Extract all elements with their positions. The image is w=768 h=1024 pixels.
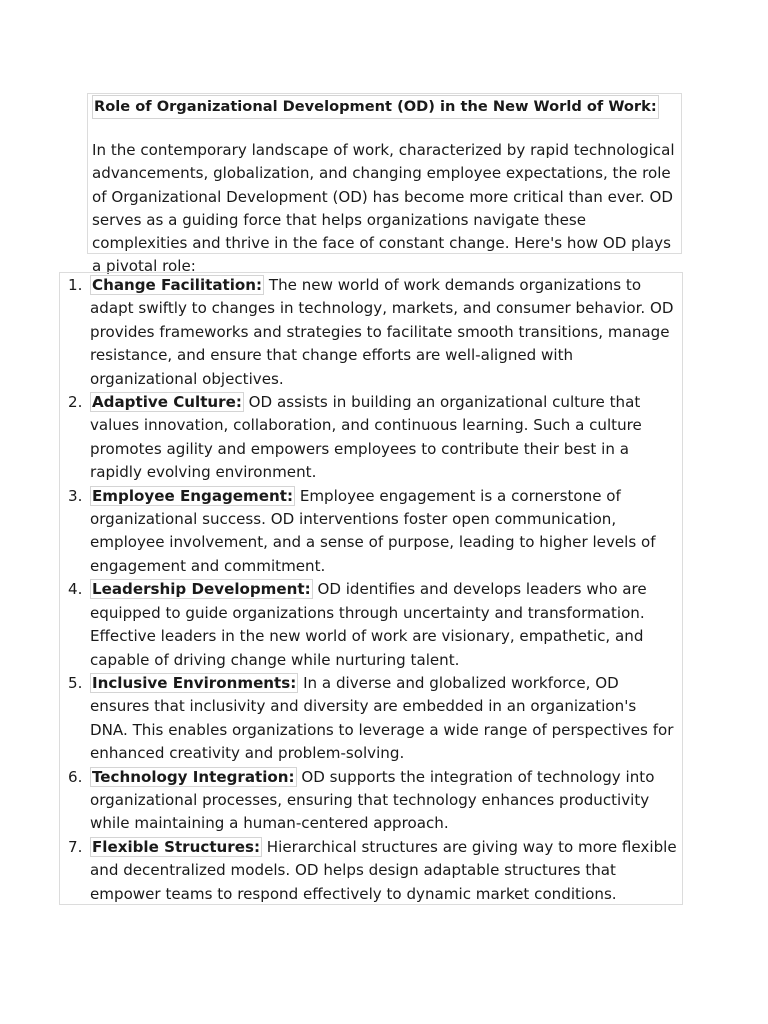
intro-paragraph: In the contemporary landscape of work, characterized by rapid technological advancements, globalization, and changing employee expectations, the role of Organizational Development (OD) has become more critical than ever. OD serves as a guiding force that helps organizations navigate these complexities and thrive in the face of constant change. Here's how OD plays a pivotal role: xyxy=(92,141,675,276)
item-text: The new world of work demands organizations to adapt swiftly to changes in technology, markets, and consumer behavior. OD provides frameworks and strategies to facilitate smooth transitions, manage resistance, and ensure that change efforts are well-aligned with organizational objectives. xyxy=(90,276,674,388)
item-term: Adaptive Culture: xyxy=(92,393,242,412)
item-text: OD identifies and develops leaders who are equipped to guide organizations through uncertainty and transformation. Effective leaders in the new world of work are visionary, empathetic, and capable of driving change while nurturing talent. xyxy=(90,580,647,669)
item-term: Inclusive Environments: xyxy=(92,673,297,692)
list-item xyxy=(60,578,682,672)
item-term: Employee Engagement: xyxy=(92,486,294,505)
intro-section xyxy=(87,93,682,276)
list-item xyxy=(60,274,682,391)
item-number: 1. xyxy=(68,276,83,294)
item-text: Hierarchical structures are giving way to more flexible and decentralized models. OD helps design adaptable structures that empower teams to respond effectively to dynamic market conditions. xyxy=(90,837,677,903)
roles-list xyxy=(59,272,683,905)
item-number: 3. xyxy=(68,486,83,505)
item-term: Flexible Structures: xyxy=(92,837,260,856)
item-term: Leadership Development: xyxy=(92,580,311,599)
item-text: Employee engagement is a cornerstone of organizational success. OD interventions foster open communication, employee involvement, and a sense of purpose, leading to higher levels of engagement and commitment. xyxy=(90,486,656,575)
item-number: 5. xyxy=(68,673,83,692)
item-text: In a diverse and globalized workforce, OD ensures that inclusivity and diversity are embedded in an organization's DNA. This enables organizations to leverage a wide range of perspectives for enhanced creativity and problem-solving. xyxy=(90,673,674,763)
item-number: 6. xyxy=(68,767,83,786)
item-text: OD supports the integration of technology into organizational processes, ensuring that technology enhances productivity while maintaining a human-centered approach. xyxy=(90,767,655,833)
item-number: 4. xyxy=(68,580,83,599)
item-term: Technology Integration: xyxy=(92,767,295,786)
document-title: Role of Organizational Development (OD) in the New World of Work: xyxy=(92,95,659,119)
list-item xyxy=(60,836,682,906)
item-term: Change Facilitation: xyxy=(92,276,263,294)
item-number: 7. xyxy=(68,837,83,856)
list-item xyxy=(60,485,682,579)
list-item xyxy=(60,672,682,766)
list-item xyxy=(60,391,682,485)
list-item xyxy=(60,766,682,836)
item-number: 2. xyxy=(68,393,83,412)
item-text: OD assists in building an organizational culture that values innovation, collaboration, and continuous learning. Such a culture promotes agility and empowers employees to contribute their best in a rapidly evolving environment. xyxy=(90,393,642,482)
